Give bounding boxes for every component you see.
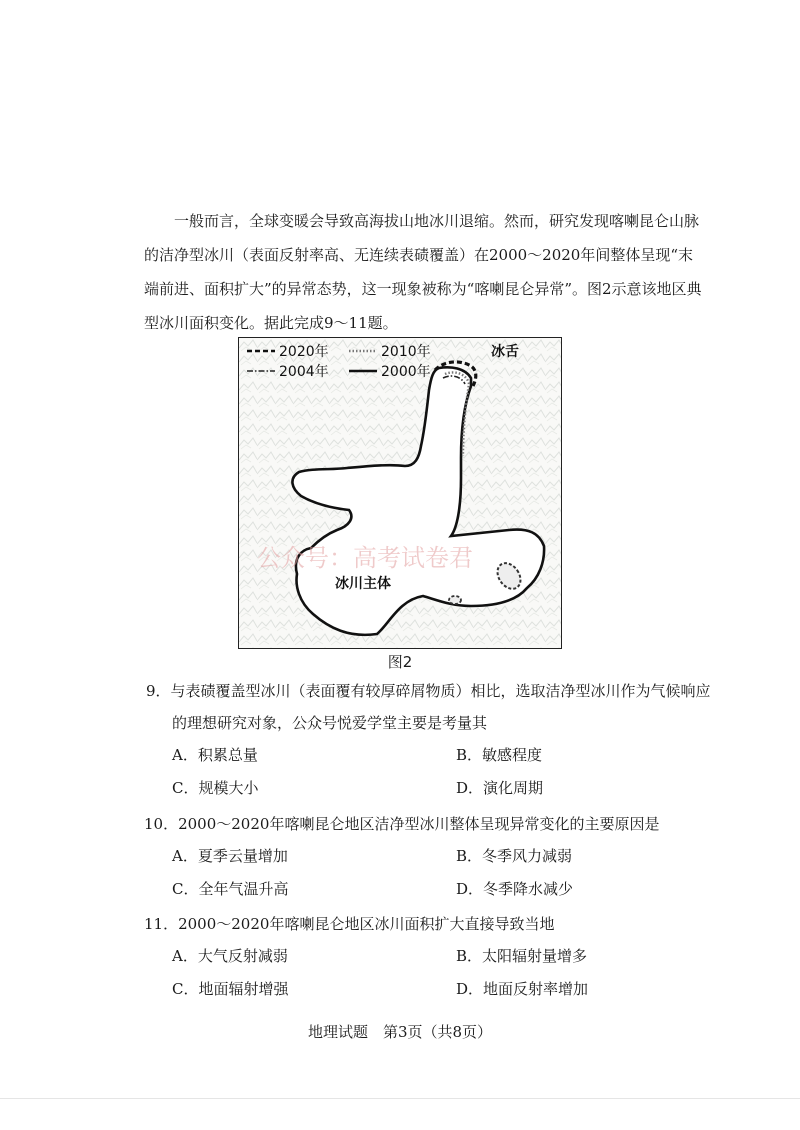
question-number: 11． xyxy=(144,915,179,933)
option-d[interactable]: D．地面反射率增加 xyxy=(456,980,589,998)
question-10 xyxy=(144,808,724,906)
options-row xyxy=(144,973,724,1006)
page-footer: 地理试题 第3页（共8页） xyxy=(307,1023,493,1041)
figure-caption: 图2 xyxy=(387,653,413,671)
option-b[interactable]: B．冬季风力减弱 xyxy=(456,847,573,865)
option-c[interactable]: C．地面辐射增强 xyxy=(172,980,289,998)
label-glacier-body: 冰川主体 xyxy=(335,576,391,592)
option-a[interactable]: A．大气反射减弱 xyxy=(172,947,288,965)
question-9-stem xyxy=(146,675,724,707)
bottom-divider xyxy=(0,1098,800,1099)
glacier-figure xyxy=(238,337,562,649)
option-c[interactable]: C．全年气温升高 xyxy=(172,880,289,898)
question-stem-line1: 与表碛覆盖型冰川（表面覆有较厚碎屑物质）相比，选取洁净型冰川作为气候响应 xyxy=(170,682,711,700)
legend-label-2000: 2000年 xyxy=(381,364,431,380)
question-10-stem xyxy=(144,808,724,840)
legend-label-2004: 2004年 xyxy=(279,364,329,380)
watermark: 公众号：高考试卷君 xyxy=(257,544,473,572)
option-b[interactable]: B．敏感程度 xyxy=(456,746,543,764)
question-number: 10． xyxy=(144,815,179,833)
intro-paragraph: 一般而言，全球变暖会导致高海拔山地冰川退缩。然而，研究发现喀喇昆仑山脉的洁净型冰川（表面反射率高、无连续表碛覆盖）在2000～2020年间整体呈现“末端前进、面积扩大”的异常态势，这一现象被称为“喀喇昆仑异常”。图2示意该地区典型冰川面积变化。据此完成9～11题。 xyxy=(144,212,702,332)
question-stem-line2: 的理想研究对象，公众号悦爱学堂主要是考量其 xyxy=(172,714,488,732)
option-d[interactable]: D．演化周期 xyxy=(456,779,544,797)
legend-label-2010: 2010年 xyxy=(381,344,431,360)
question-11 xyxy=(144,908,724,1006)
question-stem-line1: 2000～2020年喀喇昆仑地区冰川面积扩大直接导致当地 xyxy=(178,915,555,933)
option-a[interactable]: A．积累总量 xyxy=(172,746,258,764)
ice-patch-south xyxy=(449,596,461,604)
option-a[interactable]: A．夏季云量增加 xyxy=(172,847,288,865)
options-row xyxy=(144,739,724,772)
legend-label-2020: 2020年 xyxy=(279,344,329,360)
question-11-stem xyxy=(144,908,724,940)
option-d[interactable]: D．冬季降水减少 xyxy=(456,880,574,898)
question-9 xyxy=(144,675,724,805)
options-row xyxy=(144,873,724,906)
options-row xyxy=(144,840,724,873)
label-ice-tongue: 冰舌 xyxy=(491,344,519,360)
intro-section xyxy=(144,204,704,340)
glacier-map xyxy=(239,338,561,648)
question-stem-line1: 2000～2020年喀喇昆仑地区洁净型冰川整体呈现异常变化的主要原因是 xyxy=(178,815,660,833)
option-b[interactable]: B．太阳辐射量增多 xyxy=(456,947,588,965)
option-c[interactable]: C．规模大小 xyxy=(172,779,259,797)
options-row xyxy=(144,940,724,973)
options-row xyxy=(144,772,724,805)
question-number: 9． xyxy=(146,682,171,700)
